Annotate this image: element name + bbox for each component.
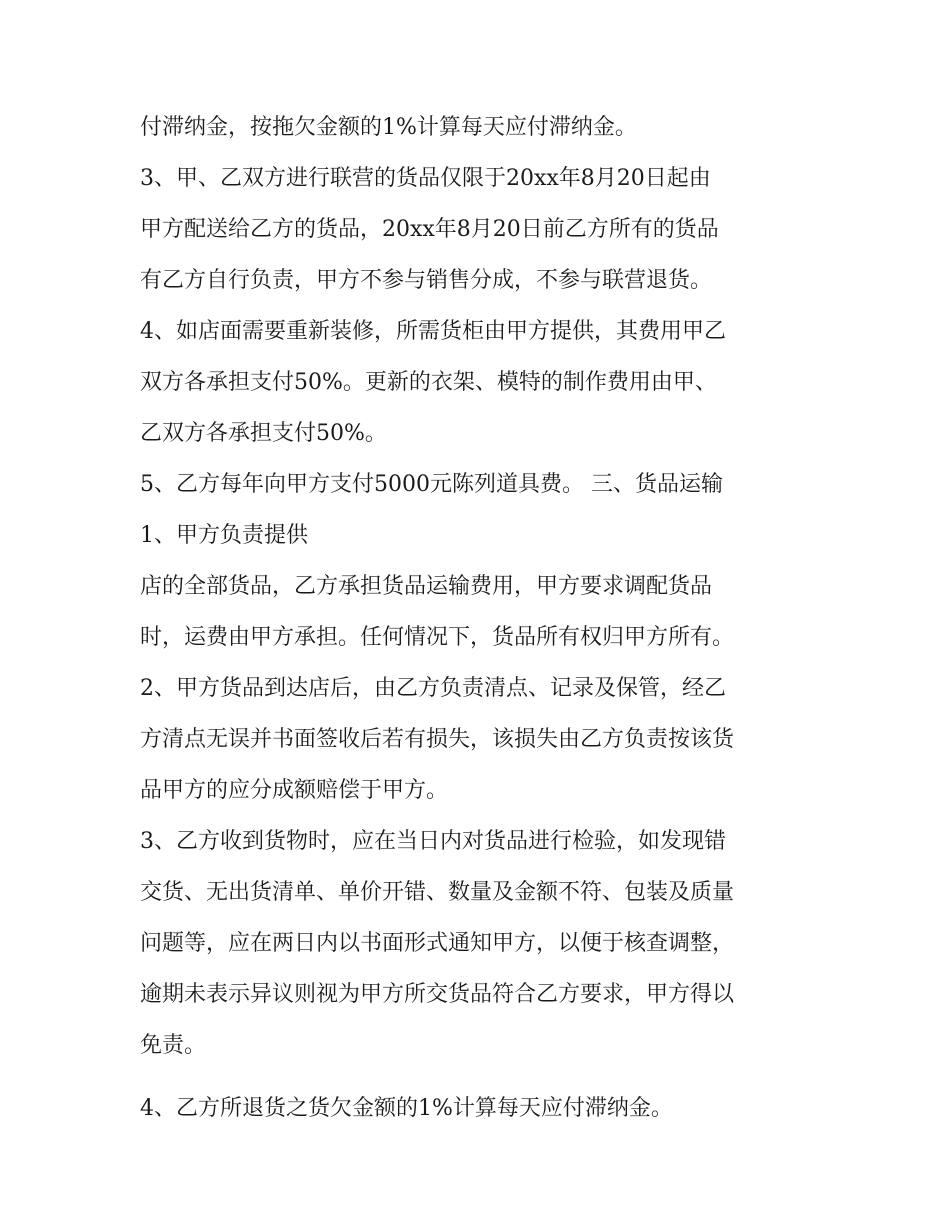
text-line: 品甲方的应分成额赔偿于甲方。	[140, 778, 449, 803]
text-line: 5、乙方每年向甲方支付5000元陈列道具费。 三、货品运输	[140, 472, 723, 497]
text-line: 3、乙方收到货物时，应在当日内对货品进行检验，如发现错	[140, 829, 726, 854]
document-body	[140, 110, 820, 1142]
text-line: 问题等，应在两日内以书面形式通知甲方，以便于核查调整，	[140, 931, 735, 956]
text-line: 甲方配送给乙方的货品，20xx年8月20日前乙方所有的货品	[140, 217, 719, 242]
text-line: 乙双方各承担支付50%。	[140, 421, 387, 446]
text-line: 免责。	[140, 1033, 207, 1058]
text-line: 付滞纳金，按拖欠金额的1%计算每天应付滞纳金。	[140, 115, 637, 140]
text-line: 方清点无误并书面签收后若有损失，该损失由乙方负责按该货	[140, 727, 735, 752]
text-line: 4、乙方所退货之货欠金额的1%计算每天应付滞纳金。	[140, 1096, 673, 1121]
text-line: 双方各承担支付50%。更新的衣架、模特的制作费用由甲、	[140, 370, 717, 395]
text-line: 4、如店面需要重新装修，所需货柜由甲方提供，其费用甲乙	[140, 319, 726, 344]
text-line: 有乙方自行负责，甲方不参与销售分成，不参与联营退货。	[140, 268, 713, 293]
text-line: 交货、无出货清单、单价开错、数量及金额不符、包装及质量	[140, 880, 735, 905]
text-line: 店的全部货品，乙方承担货品运输费用，甲方要求调配货品	[140, 574, 713, 599]
text-line: 1、甲方负责提供	[140, 523, 308, 548]
text-line: 3、甲、乙双方进行联营的货品仅限于20xx年8月20日起由	[140, 166, 711, 191]
text-line: 时，运费由甲方承担。任何情况下，货品所有权归甲方所有。	[140, 625, 735, 650]
text-line: 逾期未表示异议则视为甲方所交货品符合乙方要求，甲方得以	[140, 982, 735, 1007]
text-line: 2、甲方货品到达店后，由乙方负责清点、记录及保管，经乙	[140, 676, 726, 701]
